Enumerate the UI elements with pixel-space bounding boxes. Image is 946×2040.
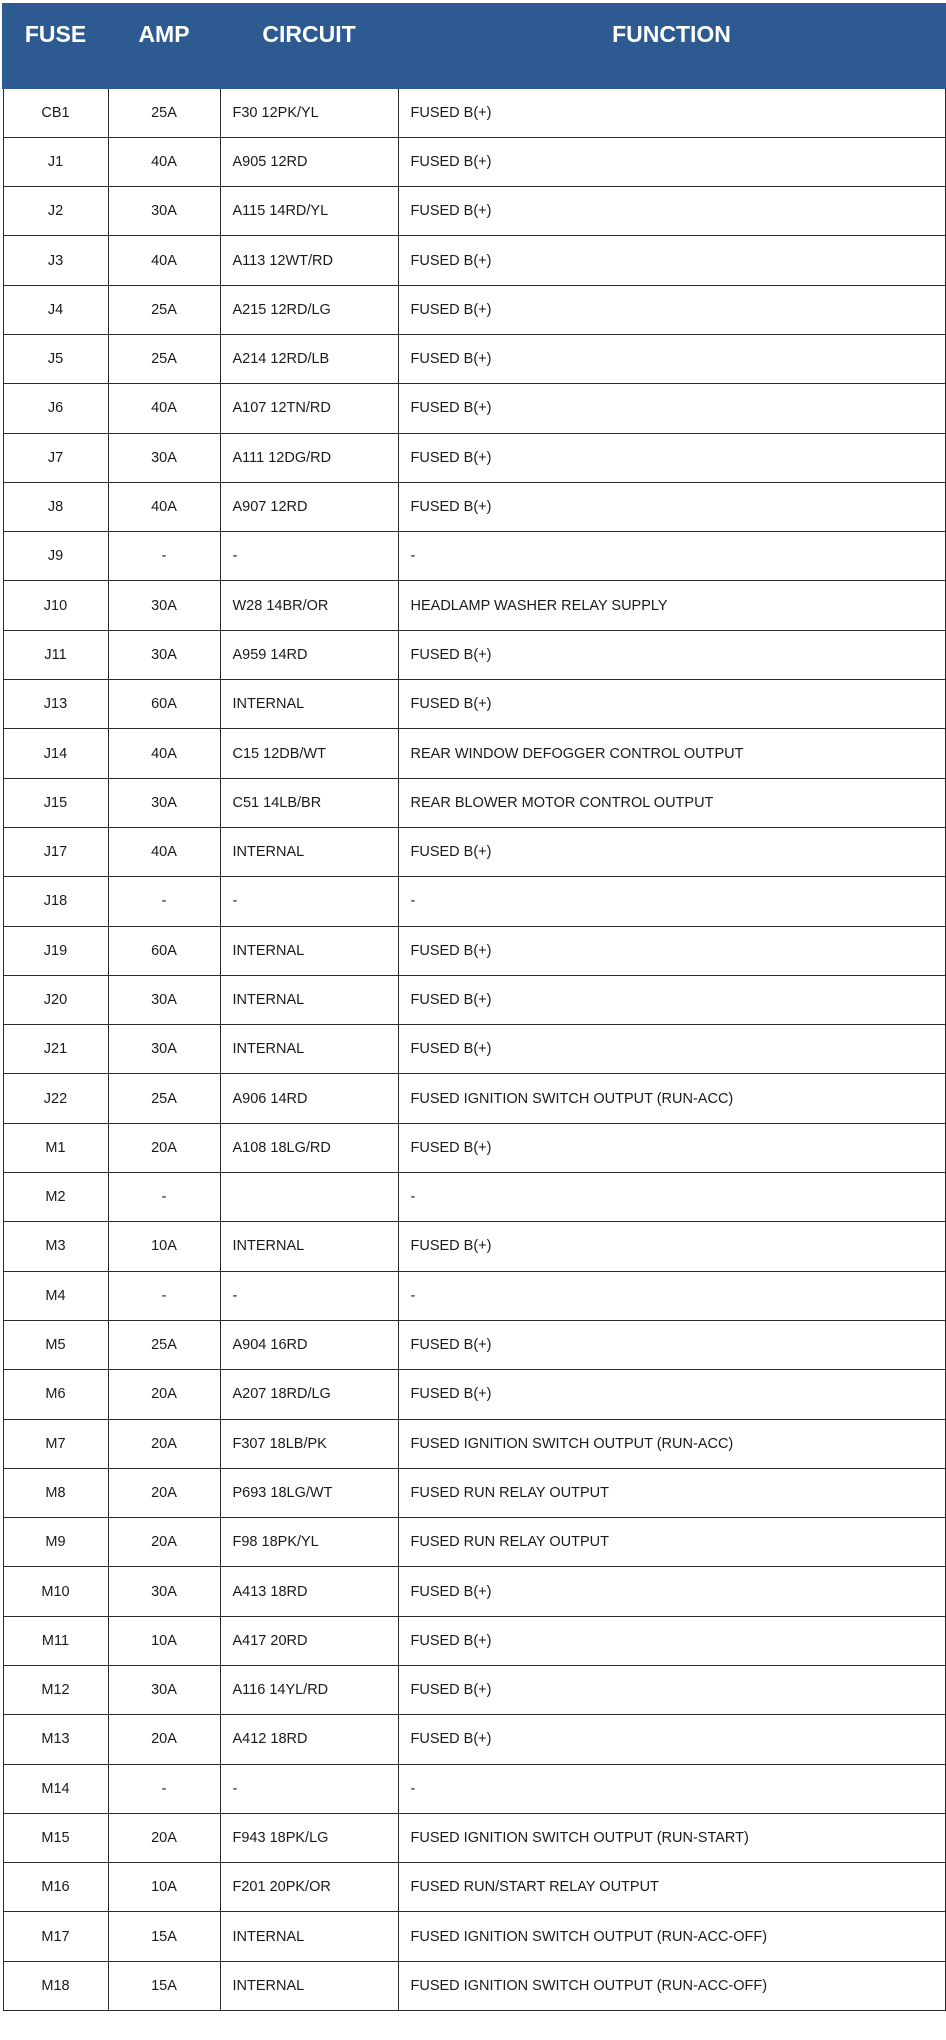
cell-circuit: A907 12RD xyxy=(220,482,398,531)
table-row xyxy=(3,1222,945,1271)
cell-function: FUSED B(+) xyxy=(398,1715,945,1764)
table-row xyxy=(3,334,945,383)
cell-fuse: J14 xyxy=(3,729,108,778)
cell-fuse: J10 xyxy=(3,581,108,630)
cell-fuse: J8 xyxy=(3,482,108,531)
table-row xyxy=(3,1863,945,1912)
cell-circuit: INTERNAL xyxy=(220,1912,398,1961)
cell-amp: 40A xyxy=(108,482,220,531)
table-row xyxy=(3,1025,945,1074)
cell-fuse: J2 xyxy=(3,187,108,236)
cell-function: FUSED B(+) xyxy=(398,137,945,186)
cell-amp: 30A xyxy=(108,1666,220,1715)
cell-amp: 20A xyxy=(108,1419,220,1468)
cell-fuse: M6 xyxy=(3,1370,108,1419)
cell-function: FUSED B(+) xyxy=(398,236,945,285)
cell-function: FUSED IGNITION SWITCH OUTPUT (RUN-START) xyxy=(398,1813,945,1862)
cell-circuit: A214 12RD/LB xyxy=(220,334,398,383)
cell-amp: 10A xyxy=(108,1863,220,1912)
cell-circuit: INTERNAL xyxy=(220,1222,398,1271)
table-row xyxy=(3,1173,945,1222)
cell-function: FUSED B(+) xyxy=(398,680,945,729)
table-row xyxy=(3,630,945,679)
cell-function: FUSED B(+) xyxy=(398,88,945,137)
table-row xyxy=(3,1320,945,1369)
cell-amp: 60A xyxy=(108,680,220,729)
cell-amp: 30A xyxy=(108,433,220,482)
cell-circuit: F30 12PK/YL xyxy=(220,88,398,137)
cell-amp: 15A xyxy=(108,1961,220,2010)
cell-function: FUSED B(+) xyxy=(398,187,945,236)
table-row xyxy=(3,778,945,827)
cell-fuse: M1 xyxy=(3,1123,108,1172)
cell-amp: 30A xyxy=(108,1567,220,1616)
cell-circuit: INTERNAL xyxy=(220,680,398,729)
cell-amp: 40A xyxy=(108,236,220,285)
table-row xyxy=(3,926,945,975)
cell-circuit: P693 18LG/WT xyxy=(220,1468,398,1517)
cell-function: FUSED B(+) xyxy=(398,827,945,876)
cell-fuse: M13 xyxy=(3,1715,108,1764)
table-row xyxy=(3,877,945,926)
cell-circuit: A959 14RD xyxy=(220,630,398,679)
cell-amp: 10A xyxy=(108,1222,220,1271)
cell-circuit: A113 12WT/RD xyxy=(220,236,398,285)
cell-fuse: M15 xyxy=(3,1813,108,1862)
cell-amp: 60A xyxy=(108,926,220,975)
cell-function: REAR BLOWER MOTOR CONTROL OUTPUT xyxy=(398,778,945,827)
table-row xyxy=(3,285,945,334)
cell-amp: 30A xyxy=(108,975,220,1024)
cell-fuse: M8 xyxy=(3,1468,108,1517)
cell-amp: 20A xyxy=(108,1370,220,1419)
cell-amp: 25A xyxy=(108,285,220,334)
cell-amp: 30A xyxy=(108,1025,220,1074)
cell-circuit: A413 18RD xyxy=(220,1567,398,1616)
table-row xyxy=(3,1123,945,1172)
cell-function: FUSED B(+) xyxy=(398,1222,945,1271)
cell-amp: 40A xyxy=(108,137,220,186)
cell-amp: 30A xyxy=(108,187,220,236)
cell-fuse: J9 xyxy=(3,532,108,581)
cell-circuit: - xyxy=(220,1271,398,1320)
cell-circuit: F307 18LB/PK xyxy=(220,1419,398,1468)
cell-circuit: W28 14BR/OR xyxy=(220,581,398,630)
table-row xyxy=(3,1764,945,1813)
cell-circuit: A215 12RD/LG xyxy=(220,285,398,334)
cell-circuit: C15 12DB/WT xyxy=(220,729,398,778)
cell-amp: 20A xyxy=(108,1468,220,1517)
cell-fuse: M9 xyxy=(3,1518,108,1567)
cell-fuse: M7 xyxy=(3,1419,108,1468)
table-row xyxy=(3,1468,945,1517)
cell-circuit: A417 20RD xyxy=(220,1616,398,1665)
cell-circuit: - xyxy=(220,532,398,581)
cell-fuse: CB1 xyxy=(3,88,108,137)
cell-fuse: J15 xyxy=(3,778,108,827)
cell-fuse: J6 xyxy=(3,384,108,433)
table-row xyxy=(3,88,945,137)
cell-function: - xyxy=(398,877,945,926)
cell-fuse: J3 xyxy=(3,236,108,285)
cell-function: FUSED IGNITION SWITCH OUTPUT (RUN-ACC-OFF) xyxy=(398,1961,945,2010)
cell-function: FUSED B(+) xyxy=(398,334,945,383)
cell-amp: 30A xyxy=(108,581,220,630)
cell-fuse: M4 xyxy=(3,1271,108,1320)
header-circuit: CIRCUIT xyxy=(220,4,398,88)
cell-fuse: J22 xyxy=(3,1074,108,1123)
cell-fuse: M11 xyxy=(3,1616,108,1665)
cell-circuit: INTERNAL xyxy=(220,926,398,975)
cell-function: HEADLAMP WASHER RELAY SUPPLY xyxy=(398,581,945,630)
cell-amp: 30A xyxy=(108,778,220,827)
cell-circuit: C51 14LB/BR xyxy=(220,778,398,827)
table-row xyxy=(3,1961,945,2010)
cell-function: FUSED B(+) xyxy=(398,926,945,975)
cell-fuse: J4 xyxy=(3,285,108,334)
table-row xyxy=(3,1370,945,1419)
cell-amp: 25A xyxy=(108,1074,220,1123)
cell-amp: 25A xyxy=(108,1320,220,1369)
table-row xyxy=(3,433,945,482)
cell-circuit: F98 18PK/YL xyxy=(220,1518,398,1567)
cell-function: FUSED IGNITION SWITCH OUTPUT (RUN-ACC-OFF) xyxy=(398,1912,945,1961)
cell-function: FUSED IGNITION SWITCH OUTPUT (RUN-ACC) xyxy=(398,1074,945,1123)
cell-fuse: M3 xyxy=(3,1222,108,1271)
cell-amp: 15A xyxy=(108,1912,220,1961)
cell-circuit: INTERNAL xyxy=(220,827,398,876)
cell-circuit: A905 12RD xyxy=(220,137,398,186)
cell-fuse: J17 xyxy=(3,827,108,876)
cell-amp: 25A xyxy=(108,88,220,137)
cell-circuit: INTERNAL xyxy=(220,975,398,1024)
cell-function: - xyxy=(398,1764,945,1813)
cell-circuit: A111 12DG/RD xyxy=(220,433,398,482)
cell-fuse: J13 xyxy=(3,680,108,729)
cell-circuit: INTERNAL xyxy=(220,1025,398,1074)
cell-circuit: A108 18LG/RD xyxy=(220,1123,398,1172)
table-row xyxy=(3,1715,945,1764)
table-row xyxy=(3,729,945,778)
table-row xyxy=(3,187,945,236)
cell-amp: 25A xyxy=(108,334,220,383)
table-row xyxy=(3,827,945,876)
cell-function: FUSED B(+) xyxy=(398,1370,945,1419)
cell-circuit: A906 14RD xyxy=(220,1074,398,1123)
cell-function: FUSED B(+) xyxy=(398,285,945,334)
table-row xyxy=(3,680,945,729)
cell-function: FUSED B(+) xyxy=(398,1567,945,1616)
cell-amp: 30A xyxy=(108,630,220,679)
cell-function: FUSED B(+) xyxy=(398,1123,945,1172)
cell-fuse: J11 xyxy=(3,630,108,679)
cell-amp: - xyxy=(108,1173,220,1222)
cell-function: FUSED IGNITION SWITCH OUTPUT (RUN-ACC) xyxy=(398,1419,945,1468)
cell-fuse: M17 xyxy=(3,1912,108,1961)
cell-amp: 10A xyxy=(108,1616,220,1665)
table-row xyxy=(3,1567,945,1616)
cell-fuse: J5 xyxy=(3,334,108,383)
cell-amp: 20A xyxy=(108,1715,220,1764)
cell-amp: 20A xyxy=(108,1813,220,1862)
cell-fuse: M10 xyxy=(3,1567,108,1616)
cell-amp: 20A xyxy=(108,1518,220,1567)
cell-function: FUSED B(+) xyxy=(398,1025,945,1074)
table-row xyxy=(3,1518,945,1567)
cell-amp: 40A xyxy=(108,384,220,433)
fuse-table xyxy=(2,3,946,2011)
cell-circuit: F201 20PK/OR xyxy=(220,1863,398,1912)
cell-function: FUSED B(+) xyxy=(398,433,945,482)
cell-function: FUSED B(+) xyxy=(398,1666,945,1715)
table-row xyxy=(3,532,945,581)
cell-fuse: J20 xyxy=(3,975,108,1024)
cell-function: FUSED RUN RELAY OUTPUT xyxy=(398,1468,945,1517)
table-row xyxy=(3,384,945,433)
table-row xyxy=(3,1616,945,1665)
fuse-table-container xyxy=(2,3,944,2011)
table-row xyxy=(3,581,945,630)
cell-amp: 20A xyxy=(108,1123,220,1172)
cell-circuit: - xyxy=(220,877,398,926)
header-amp: AMP xyxy=(108,4,220,88)
cell-amp: 40A xyxy=(108,729,220,778)
cell-fuse: J18 xyxy=(3,877,108,926)
cell-circuit: A107 12TN/RD xyxy=(220,384,398,433)
cell-function: FUSED B(+) xyxy=(398,630,945,679)
table-body xyxy=(3,88,945,2011)
cell-fuse: M16 xyxy=(3,1863,108,1912)
cell-function: FUSED B(+) xyxy=(398,1320,945,1369)
cell-fuse: J7 xyxy=(3,433,108,482)
cell-circuit: - xyxy=(220,1764,398,1813)
cell-function: FUSED B(+) xyxy=(398,482,945,531)
cell-circuit: A116 14YL/RD xyxy=(220,1666,398,1715)
cell-circuit: F943 18PK/LG xyxy=(220,1813,398,1862)
table-header xyxy=(3,4,945,88)
cell-fuse: M18 xyxy=(3,1961,108,2010)
cell-function: - xyxy=(398,1173,945,1222)
table-row xyxy=(3,1912,945,1961)
cell-function: - xyxy=(398,1271,945,1320)
table-row xyxy=(3,975,945,1024)
cell-function: FUSED B(+) xyxy=(398,384,945,433)
cell-fuse: M2 xyxy=(3,1173,108,1222)
cell-fuse: J19 xyxy=(3,926,108,975)
cell-circuit: INTERNAL xyxy=(220,1961,398,2010)
header-row xyxy=(3,4,945,88)
table-row xyxy=(3,1419,945,1468)
cell-fuse: M12 xyxy=(3,1666,108,1715)
cell-amp: - xyxy=(108,1271,220,1320)
cell-circuit xyxy=(220,1173,398,1222)
cell-fuse: J21 xyxy=(3,1025,108,1074)
table-row xyxy=(3,137,945,186)
table-row xyxy=(3,1813,945,1862)
cell-fuse: M5 xyxy=(3,1320,108,1369)
table-row xyxy=(3,236,945,285)
cell-circuit: A904 16RD xyxy=(220,1320,398,1369)
table-row xyxy=(3,1666,945,1715)
cell-amp: - xyxy=(108,532,220,581)
cell-amp: - xyxy=(108,1764,220,1813)
header-fuse: FUSE xyxy=(3,4,108,88)
table-row xyxy=(3,482,945,531)
cell-circuit: A412 18RD xyxy=(220,1715,398,1764)
cell-function: REAR WINDOW DEFOGGER CONTROL OUTPUT xyxy=(398,729,945,778)
cell-function: FUSED B(+) xyxy=(398,1616,945,1665)
cell-function: - xyxy=(398,532,945,581)
cell-fuse: J1 xyxy=(3,137,108,186)
cell-function: FUSED RUN/START RELAY OUTPUT xyxy=(398,1863,945,1912)
cell-amp: - xyxy=(108,877,220,926)
cell-circuit: A115 14RD/YL xyxy=(220,187,398,236)
cell-function: FUSED B(+) xyxy=(398,975,945,1024)
cell-function: FUSED RUN RELAY OUTPUT xyxy=(398,1518,945,1567)
cell-fuse: M14 xyxy=(3,1764,108,1813)
table-row xyxy=(3,1271,945,1320)
table-row xyxy=(3,1074,945,1123)
cell-amp: 40A xyxy=(108,827,220,876)
header-function: FUNCTION xyxy=(398,4,945,88)
cell-circuit: A207 18RD/LG xyxy=(220,1370,398,1419)
